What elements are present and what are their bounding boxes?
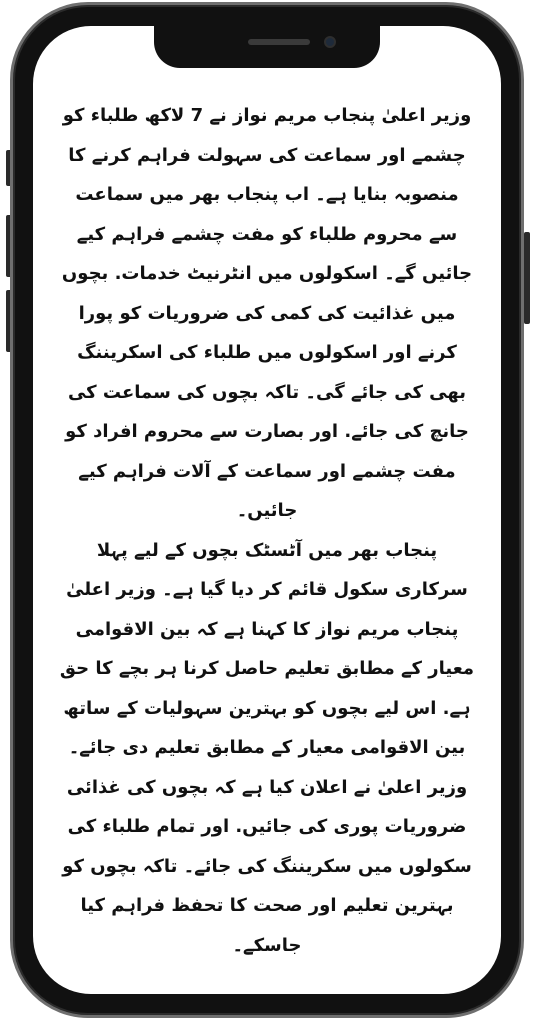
paragraph-1: وزیر اعلیٰ پنجاب مریم نواز نے 7 لاکھ طلباء کو چشمے اور سماعت کی سہولت فراہم کرنے کا منصوبہ بنایا ہے۔ اب پنجاب بھر میں سماعت سے محروم طلباء کو مفت چشمے فراہم کیے جائیں گے۔ اسکولوں میں انٹرنیٹ خدمات. بچوں میں غذائیت کی کمی کی ضروریات کو پورا کرنے اور اسکولوں میں طلباء کی اسکریننگ بھی کی جائے گی۔ تاکہ بچوں کی سماعت کی جانچ کی جائے. اور بصارت سے محروم افراد کو مفت چشمے اور سماعت کے آلات فراہم کیے جائیں۔ xyxy=(61,105,473,521)
paragraph-3: وزیر اعلیٰ نے اعلان کیا ہے کہ بچوں کی غذائی ضروریات پوری کی جائیں. اور تمام طلباء کی سکولوں میں سکریننگ کی جائے۔ تاکہ بچوں کو بہترین تعلیم اور صحت کا تحفظ فراہم کیا جاسکے۔ xyxy=(62,776,472,956)
article-text xyxy=(59,96,475,965)
front-camera-icon xyxy=(324,36,336,48)
phone-frame xyxy=(10,2,524,1018)
phone-screen xyxy=(33,26,501,994)
speaker-grille xyxy=(248,39,310,45)
notch xyxy=(154,26,380,68)
paragraph-2: پنجاب بھر میں آٹسٹک بچوں کے لیے پہلا سرکاری سکول قائم کر دیا گیا ہے۔ وزیر اعلیٰ پنجاب مریم نواز کا کہنا ہے کہ بین الاقوامی معیار کے مطابق تعلیم حاصل کرنا ہر بچے کا حق ہے. اس لیے بچوں کو بہترین سہولیات کے ساتھ بین الاقوامی معیار کے مطابق تعلیم دی جائے۔ xyxy=(59,539,475,758)
power-button xyxy=(524,232,530,324)
